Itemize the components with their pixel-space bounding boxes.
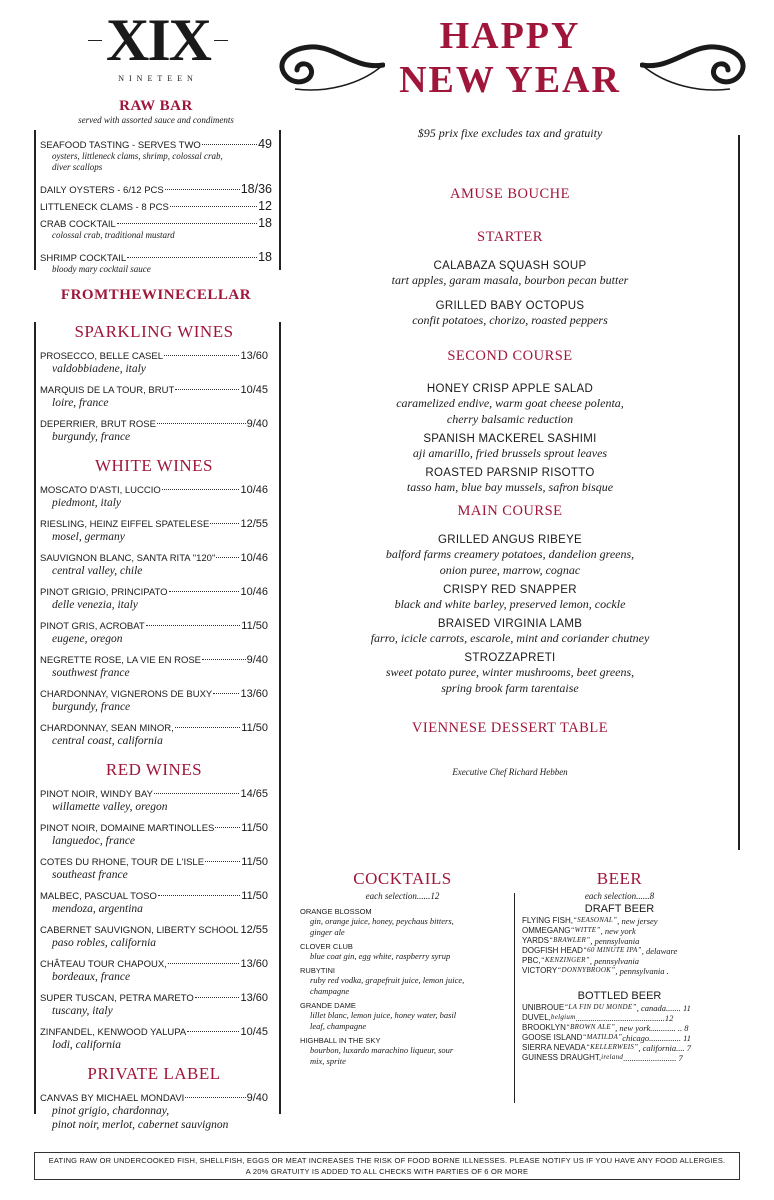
- wine-price: 10/46: [240, 484, 268, 496]
- menu-right-rule: [738, 135, 740, 850]
- list-item: [40, 822, 268, 834]
- list-item: UNIBROUE “LA FIN DU MONDE” , canada....... 11: [522, 1003, 691, 1013]
- wine-price: 11/50: [241, 890, 268, 902]
- list-item: [40, 992, 268, 1004]
- wine-name: NEGRETTE ROSE, LA VIE EN ROSE: [40, 655, 202, 666]
- cocktail-name: GRANDE DAME: [300, 1001, 356, 1010]
- wine-name: SUPER TUSCAN, PETRA MARETO: [40, 993, 194, 1004]
- list-item: [40, 654, 268, 666]
- list-item: GOOSE ISLAND “MATILDA” chicago............... 11: [522, 1033, 692, 1043]
- wine-price: 10/46: [240, 586, 268, 598]
- left-vertical-rule-bottom: [34, 322, 36, 1114]
- dish-name: ROASTED PARSNIP RISOTTO: [425, 467, 595, 479]
- dish-name: CALABAZA SQUASH SOUP: [433, 260, 587, 272]
- wine-name: COTES DU RHONE, TOUR DE L'ISLE: [40, 857, 205, 868]
- wine-region: eugene, oregon: [52, 633, 123, 645]
- chef-credit: Executive Chef Richard Hebben: [452, 767, 568, 777]
- wine-price: 13/60: [240, 992, 268, 1004]
- list-item: GUINESS DRAUGHT, ireland ......................... 7: [522, 1053, 683, 1063]
- list-item: VICTORY “DONNYBROOK” , pennsylvania .: [522, 966, 669, 976]
- wine-region: valdobbiadene, italy: [52, 363, 146, 375]
- amuse-title: AMUSE BOUCHE: [450, 186, 570, 202]
- wine-price: 14/65: [240, 788, 268, 800]
- wine-region: central coast, california: [52, 735, 163, 747]
- list-item: [40, 856, 268, 868]
- prix-fixe-menu: AMUSE BOUCHE STARTER CALABAZA SQUASH SOUP tart apples, garam masala, bourbon pecan butter GRILLED BABY OCTOPUS confit potatoes, chorizo, roasted peppers SECOND COURSE HONEY CRISP APPLE SALAD caramelized endive, warm goat cheese polenta, cherry balsamic reduction SPANISH MACKEREL SASHIMI aji amarillo, fried brussels sprout leaves ROASTED PARSNIP RISOTTO tasso ham, blue bay mussels, safron bisque MAIN COURSE GRILLED ANGUS RIBEYE balford farms creamery potatoes, dandelion greens, onion puree, marrow, cognac CRISPY RED SNAPPER black and white barley, preserved lemon, cockle BRAISED VIRGINIA LAMB farro, icicle carrots, escarole, mint and coriander chutney STROZZAPRETI sweet potato puree, winter mushrooms, beet greens, spring brook farm tarentaise VIENNESE DESSERT TABLE Executive Chef Richard Hebben: [340, 186, 680, 777]
- wine-name: MOSCATO D'ASTI, LUCCIO: [40, 485, 161, 496]
- logo-sub: NINETEEN: [118, 74, 198, 83]
- wine-name: CHÂTEAU TOUR CHAPOUX,: [40, 959, 167, 970]
- wine-region: paso robles, california: [52, 937, 157, 949]
- wine-price: 10/46: [240, 552, 268, 564]
- second-course-title: SECOND COURSE: [447, 348, 573, 364]
- prix-fixe-note: $95 prix fixe excludes tax and gratuity: [417, 126, 603, 140]
- main-course-title: MAIN COURSE: [457, 503, 563, 519]
- list-item: SHRIMP COCKTAIL 18: [40, 250, 272, 264]
- dish-name: HONEY CRISP APPLE SALAD: [426, 383, 594, 395]
- bottled-title: BOTTLED BEER: [577, 990, 662, 1002]
- wine-name: CHARDONNAY, VIGNERONS DE BUXY: [40, 689, 213, 700]
- list-item: PBC, “KENZINGER” , pennsylvania: [522, 956, 639, 966]
- sparkling-title: SPARKLING WINES: [74, 322, 234, 341]
- wine-region: piedmont, italy: [52, 497, 121, 509]
- wine-name: CHARDONNAY, SEAN MINOR,: [40, 723, 174, 734]
- wine-region: central valley, chile: [52, 565, 143, 577]
- wine-list: SPARKLING WINES PROSECCO, BELLE CASEL 13/60 valdobbiadene, italy MARQUIS DE LA TOUR, BRUT 10/45 loire, france DEPERRIER, BRUT ROSE 9/40 burgundy, france WHITE WINES MOSCATO D'ASTI, LUCCIO 10/46 piedmont, italy RIESLING, HEINZ EIFFEL SPATELESE 12/55 mosel, germany SAUVIGNON BLANC, SANTA RITA "120" 10/46 central valley, chile PINOT GRIGIO, PRINCIPATO 10/46 delle venezia, italy PINOT GRIS, ACROBAT 11/50 eugene, oregon NEGRETTE ROSE, LA VIE EN ROSE 9/40 southwest france CHARDONNAY, VIGNERONS DE BUXY 13/60 burgundy, france CHARDONNAY, SEAN MINOR, 11/50 central coast, california RED WINES PINOT NOIR, WINDY BAY 14/65 willamette valley, oregon PINOT NOIR, DOMAINE MARTINOLLES 11/50 languedoc, france COTES DU RHONE, TOUR DE L'ISLE 11/50 southeast france MALBEC, PASCUAL TOSO 11/50 mendoza, argentina CABERNET SAUVIGNON, LIBERTY SCHOOL 12/55 paso robles, california CHÂTEAU TOUR CHAPOUX, 13/60 bordeaux, france SUPER TUSCAN, PETRA MARETO 13/60 tuscany, italy ZINFANDEL, KENWOOD YALUPA 10/45 lodi, california PRIVATE LABEL CANVAS BY MICHAEL MONDAVI 9/40 pinot grigio, chardonnay, pinot noir, merlot, cabernet sauvignon: [40, 322, 269, 1131]
- list-item: [40, 552, 268, 564]
- wine-region: southwest france: [52, 667, 130, 679]
- list-item: SEAFOOD TASTING - SERVES TWO 49: [40, 137, 272, 151]
- list-item: BROOKLYN “BROWN ALE” , new york............ .. 8: [522, 1023, 689, 1033]
- wine-price: 11/50: [241, 822, 268, 834]
- list-item: LITTLENECK CLAMS - 8 PCS 12: [40, 199, 272, 213]
- wine-price: 13/60: [240, 350, 268, 362]
- wine-region: delle venezia, italy: [52, 599, 138, 611]
- wine-name: MALBEC, PASCUAL TOSO: [40, 891, 157, 902]
- red-title: RED WINES: [105, 760, 203, 779]
- list-item: CRAB COCKTAIL 18: [40, 216, 272, 230]
- wine-region: mendoza, argentina: [52, 903, 143, 915]
- wine-price: 9/40: [246, 654, 268, 666]
- list-item: [40, 620, 268, 632]
- right-vertical-rule-bottom: [279, 322, 281, 1114]
- logo: [88, 7, 228, 83]
- wine-price: 10/45: [240, 384, 268, 396]
- dish-name: STROZZAPRETI: [464, 652, 556, 664]
- wine-price: 13/60: [240, 688, 268, 700]
- logo-mark: XIX: [105, 7, 210, 73]
- list-item: [40, 722, 268, 734]
- beer-note: each selection......8: [584, 891, 655, 901]
- wine-region: tuscany, italy: [52, 1005, 113, 1017]
- list-item: [40, 418, 268, 430]
- list-item: OMMEGANG “WITTE” , new york: [522, 926, 636, 936]
- list-item: DAILY OYSTERS - 6/12 PCS 18/36: [40, 182, 272, 196]
- footer-notice: [34, 1152, 740, 1180]
- wine-name: PROSECCO, BELLE CASEL: [40, 351, 164, 362]
- wine-price: 13/60: [240, 958, 268, 970]
- allergy-notice: EATING RAW OR UNDERCOOKED FISH, SHELLFISH, EGGS OR MEAT INCREASES THE RISK OF FOOD BORNE ILLNESSES. PLEASE NOTIFY US IF YOU HAVE ANY FOOD ALLERGIES.: [48, 1156, 726, 1165]
- wine-region: loire, france: [52, 397, 109, 409]
- wine-cellar-title: FROMTHEWINECELLAR: [60, 287, 252, 303]
- right-vertical-rule-top: [279, 130, 281, 270]
- wine-region: burgundy, france: [52, 431, 131, 443]
- headline: [380, 14, 640, 102]
- wine-name: PINOT GRIGIO, PRINCIPATO: [40, 587, 168, 598]
- dish-name: BRAISED VIRGINIA LAMB: [437, 618, 583, 630]
- cocktail-name: ORANGE BLOSSOM: [300, 907, 372, 916]
- headline-line1: HAPPY: [439, 15, 581, 57]
- list-item: [40, 350, 268, 362]
- cocktails-section: COCKTAILS each selection......12 ORANGE BLOSSOM gin, orange juice, honey, peychaus bitters, ginger ale CLOVER CLUB blue coat gin, egg white, raspberry syrup RUBYTINI ruby red vodka, grapefruit juice, lemon juice, champagne GRANDE DAME lillet blanc, lemon juice, honey water, basil leaf, champagne HIGHBALL IN THE SKY bourbon, luxardo marachino liqueur, sour mix, sprite: [300, 869, 505, 1067]
- raw-bar-title: RAW BAR: [119, 98, 193, 114]
- right-flourish-icon: [640, 25, 760, 95]
- beer-title: BEER: [596, 869, 643, 888]
- wine-price: 11/50: [241, 722, 268, 734]
- wine-name: CABERNET SAUVIGNON, LIBERTY SCHOOL: [40, 925, 239, 936]
- list-item: [40, 890, 268, 902]
- list-item: DOGFISH HEAD “60 MINUTE IPA” , delaware: [522, 946, 678, 956]
- wine-region: bordeaux, france: [52, 971, 131, 983]
- list-item: YARDS “BRAWLER” , pennsylvania: [522, 936, 640, 946]
- dish-name: CRISPY RED SNAPPER: [443, 584, 577, 596]
- wine-name: MARQUIS DE LA TOUR, BRUT: [40, 385, 175, 396]
- wine-name: RIESLING, HEINZ EIFFEL SPATELESE: [40, 519, 210, 530]
- wine-price: 12/55: [240, 518, 268, 530]
- list-item: [40, 958, 268, 970]
- wine-price: 10/45: [240, 1026, 268, 1038]
- wine-price: 12/55: [240, 924, 269, 936]
- wine-region: burgundy, france: [52, 701, 131, 713]
- list-item: [40, 586, 268, 598]
- wine-price: 11/50: [241, 620, 268, 632]
- wine-region: languedoc, france: [52, 835, 136, 847]
- wine-name: PINOT NOIR, WINDY BAY: [40, 789, 153, 800]
- private-title: PRIVATE LABEL: [87, 1064, 221, 1083]
- list-item: SIERRA NEVADA “KELLERWEIS” , california.... 7: [522, 1043, 692, 1053]
- wine-region: southeast france: [52, 869, 128, 881]
- list-item: [40, 518, 268, 530]
- gratuity-notice: A 20% GRATUITY IS ADDED TO ALL CHECKS WITH PARTIES OF 6 OR MORE: [245, 1167, 529, 1176]
- list-item: [40, 484, 268, 496]
- cocktail-name: RUBYTINI: [300, 966, 336, 975]
- beer-section: [522, 869, 717, 1063]
- wine-region: willamette valley, oregon: [52, 801, 168, 813]
- left-flourish-icon: [265, 25, 385, 95]
- wine-name: PINOT NOIR, DOMAINE MARTINOLLES: [40, 823, 215, 834]
- dish-name: SPANISH MACKEREL SASHIMI: [423, 433, 597, 445]
- wine-price: 11/50: [241, 856, 268, 868]
- list-item: [40, 384, 268, 396]
- wine-name: SAUVIGNON BLANC, SANTA RITA "120": [40, 553, 216, 564]
- dish-name: GRILLED ANGUS RIBEYE: [437, 534, 583, 546]
- left-vertical-rule-top: [34, 130, 36, 270]
- raw-bar-section: RAW BAR served with assorted sauce and condiments SEAFOOD TASTING - SERVES TWO 49 oysters, littleneck clams, shrimp, colossal crab, diver scallops DAILY OYSTERS - 6/12 PCS 18/36 LITTLENECK CLAMS - 8 PCS 12 CRAB COCKTAIL 18 colossal crab, traditional mustard SHRIMP COCKTAIL 18 bloody mary cocktail sauce: [40, 98, 272, 274]
- dish-name: GRILLED BABY OCTOPUS: [435, 300, 585, 312]
- list-item: DUVEL, belgium ..........................................12: [522, 1013, 674, 1023]
- list-item: [40, 788, 268, 800]
- list-item: FLYING FISH, “SEASONAL” , new jersey: [522, 916, 658, 926]
- raw-bar-note: served with assorted sauce and condiments: [78, 115, 234, 125]
- white-title: WHITE WINES: [94, 456, 214, 475]
- wine-name: ZINFANDEL, KENWOOD YALUPA: [40, 1027, 187, 1038]
- wine-region: lodi, california: [52, 1039, 121, 1051]
- starter-title: STARTER: [477, 229, 543, 245]
- draft-title: DRAFT BEER: [584, 903, 655, 915]
- list-item: [40, 924, 268, 936]
- wine-name: DEPERRIER, BRUT ROSE: [40, 419, 156, 430]
- dessert-title: VIENNESE DESSERT TABLE: [411, 720, 609, 736]
- list-item: [40, 1026, 268, 1038]
- drinks-divider-rule: [514, 893, 515, 1103]
- list-item: [40, 688, 268, 700]
- cocktails-note: each selection......12: [365, 891, 440, 901]
- cocktail-name: CLOVER CLUB: [300, 942, 353, 951]
- wine-region: mosel, germany: [52, 531, 125, 543]
- wine-name: PINOT GRIS, ACROBAT: [40, 621, 145, 632]
- cocktails-title: COCKTAILS: [353, 869, 452, 888]
- list-item: CANVAS BY MICHAEL MONDAVI 9/40: [40, 1092, 268, 1104]
- headline-line2: NEW YEAR: [399, 59, 621, 101]
- cocktail-name: HIGHBALL IN THE SKY: [300, 1036, 381, 1045]
- wine-price: 9/40: [246, 418, 268, 430]
